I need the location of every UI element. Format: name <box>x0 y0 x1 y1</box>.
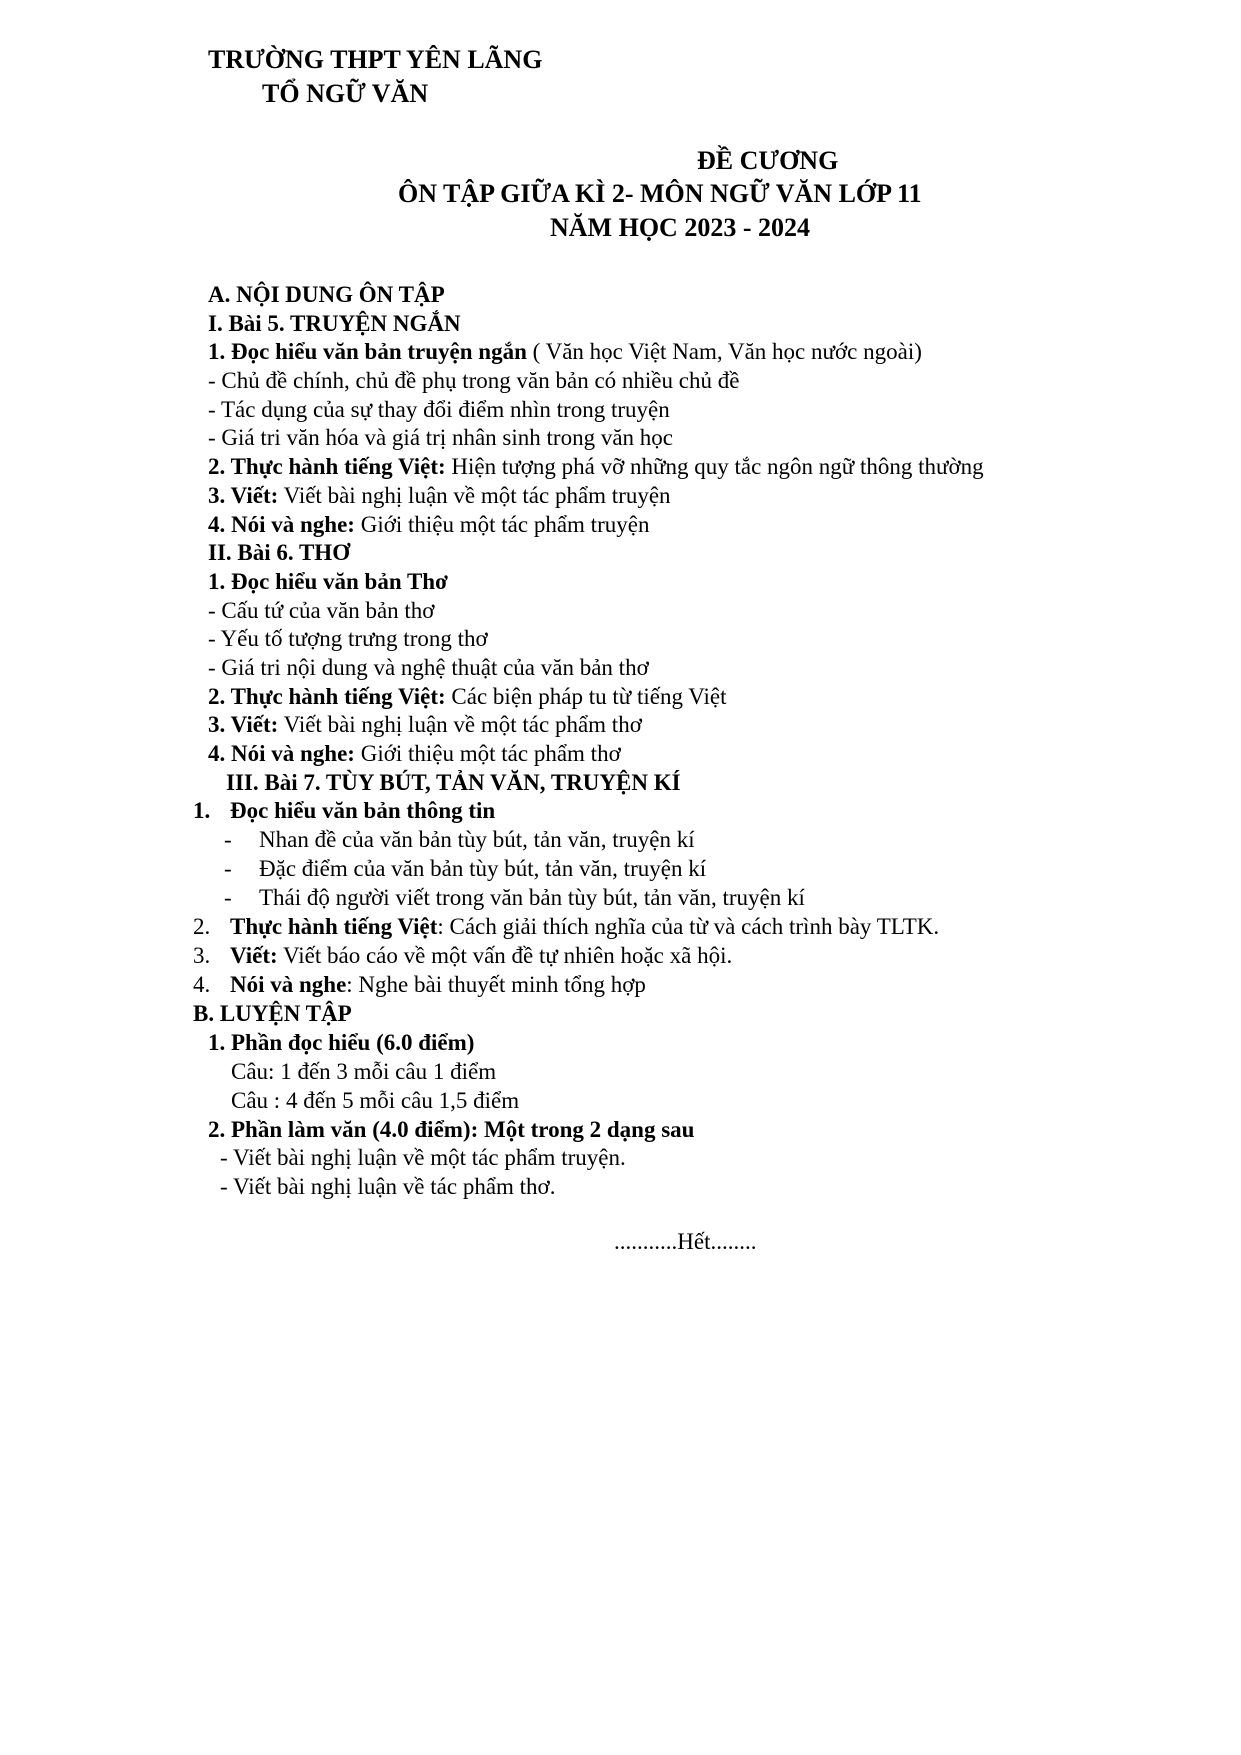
lesson6-item1: 1. Đọc hiểu văn bản Thơ <box>208 569 448 594</box>
lesson7-item4-label: Nói và nghe <box>230 972 347 997</box>
lesson6-item3 <box>208 711 642 739</box>
list-item: - Yếu tố tượng trưng trong thơ <box>208 626 488 651</box>
list-item: Nhan đề của văn bản tùy bút, tản văn, truyện kí <box>259 827 695 852</box>
list-item: - Viết bài nghị luận về một tác phẩm truyện. <box>220 1145 626 1170</box>
bullet-mark: - <box>224 856 232 881</box>
bullet-mark: - <box>224 885 232 910</box>
lesson5-item4-label: 4. Nói và nghe: <box>208 512 355 537</box>
part1-heading: 1. Phần đọc hiểu (6.0 điểm) <box>208 1030 475 1055</box>
lesson5-heading: I. Bài 5. TRUYỆN NGẮN <box>208 311 461 336</box>
lesson5-item1-text: ( Văn học Việt Nam, Văn học nước ngoài) <box>526 339 922 364</box>
doc-subtitle: ÔN TẬP GIỮA KÌ 2- MÔN NGỮ VĂN LỚP 11 <box>398 179 922 208</box>
list-item: - Cấu tứ của văn bản thơ <box>208 598 435 623</box>
list-item: - Viết bài nghị luận về tác phẩm thơ. <box>220 1174 556 1199</box>
lesson7-item2-number: 2. <box>193 914 211 939</box>
list-item: Đặc điểm của văn bản tùy bút, tản văn, truyện kí <box>259 856 707 881</box>
lesson5-item4 <box>208 511 649 539</box>
bullet-mark: - <box>224 827 232 852</box>
list-item: - Giá tri văn hóa và giá trị nhân sinh trong văn học <box>208 425 673 450</box>
lesson6-item3-text: Viết bài nghị luận về một tác phẩm thơ <box>278 712 642 737</box>
list-item: Câu : 4 đến 5 mỗi câu 1,5 điểm <box>231 1088 520 1113</box>
list-item: - Tác dụng của sự thay đổi điểm nhìn trong truyện <box>208 397 670 422</box>
lesson6-item4-label: 4. Nói và nghe: <box>208 741 355 766</box>
section-a-heading: A. NỘI DUNG ÔN TẬP <box>208 282 445 307</box>
lesson5-item4-text: Giới thiệu một tác phẩm truyện <box>354 512 650 537</box>
lesson5-item3 <box>208 482 671 510</box>
lesson7-item4-text: : Nghe bài thuyết minh tổng hợp <box>346 972 646 997</box>
lesson7-item2-label: Thực hành tiếng Việt <box>230 914 438 939</box>
lesson7-item4 <box>230 971 646 999</box>
lesson6-item2-label: 2. Thực hành tiếng Việt: <box>208 684 446 709</box>
part2-heading: 2. Phần làm văn (4.0 điểm): Một trong 2 dạng sau <box>208 1117 695 1142</box>
school-name: TRƯỜNG THPT YÊN LÃNG <box>208 45 543 74</box>
lesson5-item2 <box>208 453 984 481</box>
school-year: NĂM HỌC 2023 - 2024 <box>550 213 810 242</box>
list-item: Thái độ người viết trong văn bản tùy bút, tản văn, truyện kí <box>259 885 805 910</box>
lesson5-item2-text: Hiện tượng phá vỡ những quy tắc ngôn ngữ thông thường <box>445 454 984 479</box>
lesson7-item3-label: Viết: <box>230 943 278 968</box>
list-item: - Chủ đề chính, chủ đề phụ trong văn bản có nhiều chủ đề <box>208 368 740 393</box>
lesson5-item1-label: 1. Đọc hiểu văn bản truyện ngắn <box>208 339 527 364</box>
list-item: Câu: 1 đến 3 mỗi câu 1 điểm <box>231 1059 497 1084</box>
lesson7-item3-text: Viết báo cáo về một vấn đề tự nhiên hoặc xã hội. <box>277 943 733 968</box>
end-marker: ...........Hết........ <box>614 1229 757 1254</box>
lesson5-item3-text: Viết bài nghị luận về một tác phẩm truyện <box>278 483 671 508</box>
lesson5-item3-label: 3. Viết: <box>208 483 279 508</box>
lesson7-item2-text: : Cách giải thích nghĩa của từ và cách trình bày TLTK. <box>437 914 940 939</box>
lesson7-item3-number: 3. <box>193 943 211 968</box>
doc-title: ĐỀ CƯƠNG <box>697 146 839 175</box>
lesson7-item2 <box>230 913 939 941</box>
lesson6-item3-label: 3. Viết: <box>208 712 279 737</box>
lesson6-item4-text: Giới thiệu một tác phẩm thơ <box>354 741 621 766</box>
department-name: TỔ NGỮ VĂN <box>262 79 429 108</box>
lesson7-item1-number: 1. <box>193 798 211 823</box>
lesson7-item1-label: Đọc hiểu văn bản thông tin <box>230 798 496 823</box>
lesson6-item4 <box>208 740 621 768</box>
list-item: - Giá tri nội dung và nghệ thuật của văn bản thơ <box>208 655 649 680</box>
lesson6-heading: II. Bài 6. THƠ <box>208 540 351 565</box>
lesson6-item2 <box>208 683 727 711</box>
section-b-heading: B. LUYỆN TẬP <box>193 1001 352 1026</box>
lesson5-item2-label: 2. Thực hành tiếng Việt: <box>208 454 446 479</box>
lesson7-heading: III. Bài 7. TÙY BÚT, TẢN VĂN, TRUYỆN KÍ <box>226 770 681 795</box>
lesson5-item1 <box>208 338 922 366</box>
lesson7-item3 <box>230 942 732 970</box>
lesson6-item2-text: Các biện pháp tu từ tiếng Việt <box>445 684 727 709</box>
lesson7-item4-number: 4. <box>193 972 211 997</box>
